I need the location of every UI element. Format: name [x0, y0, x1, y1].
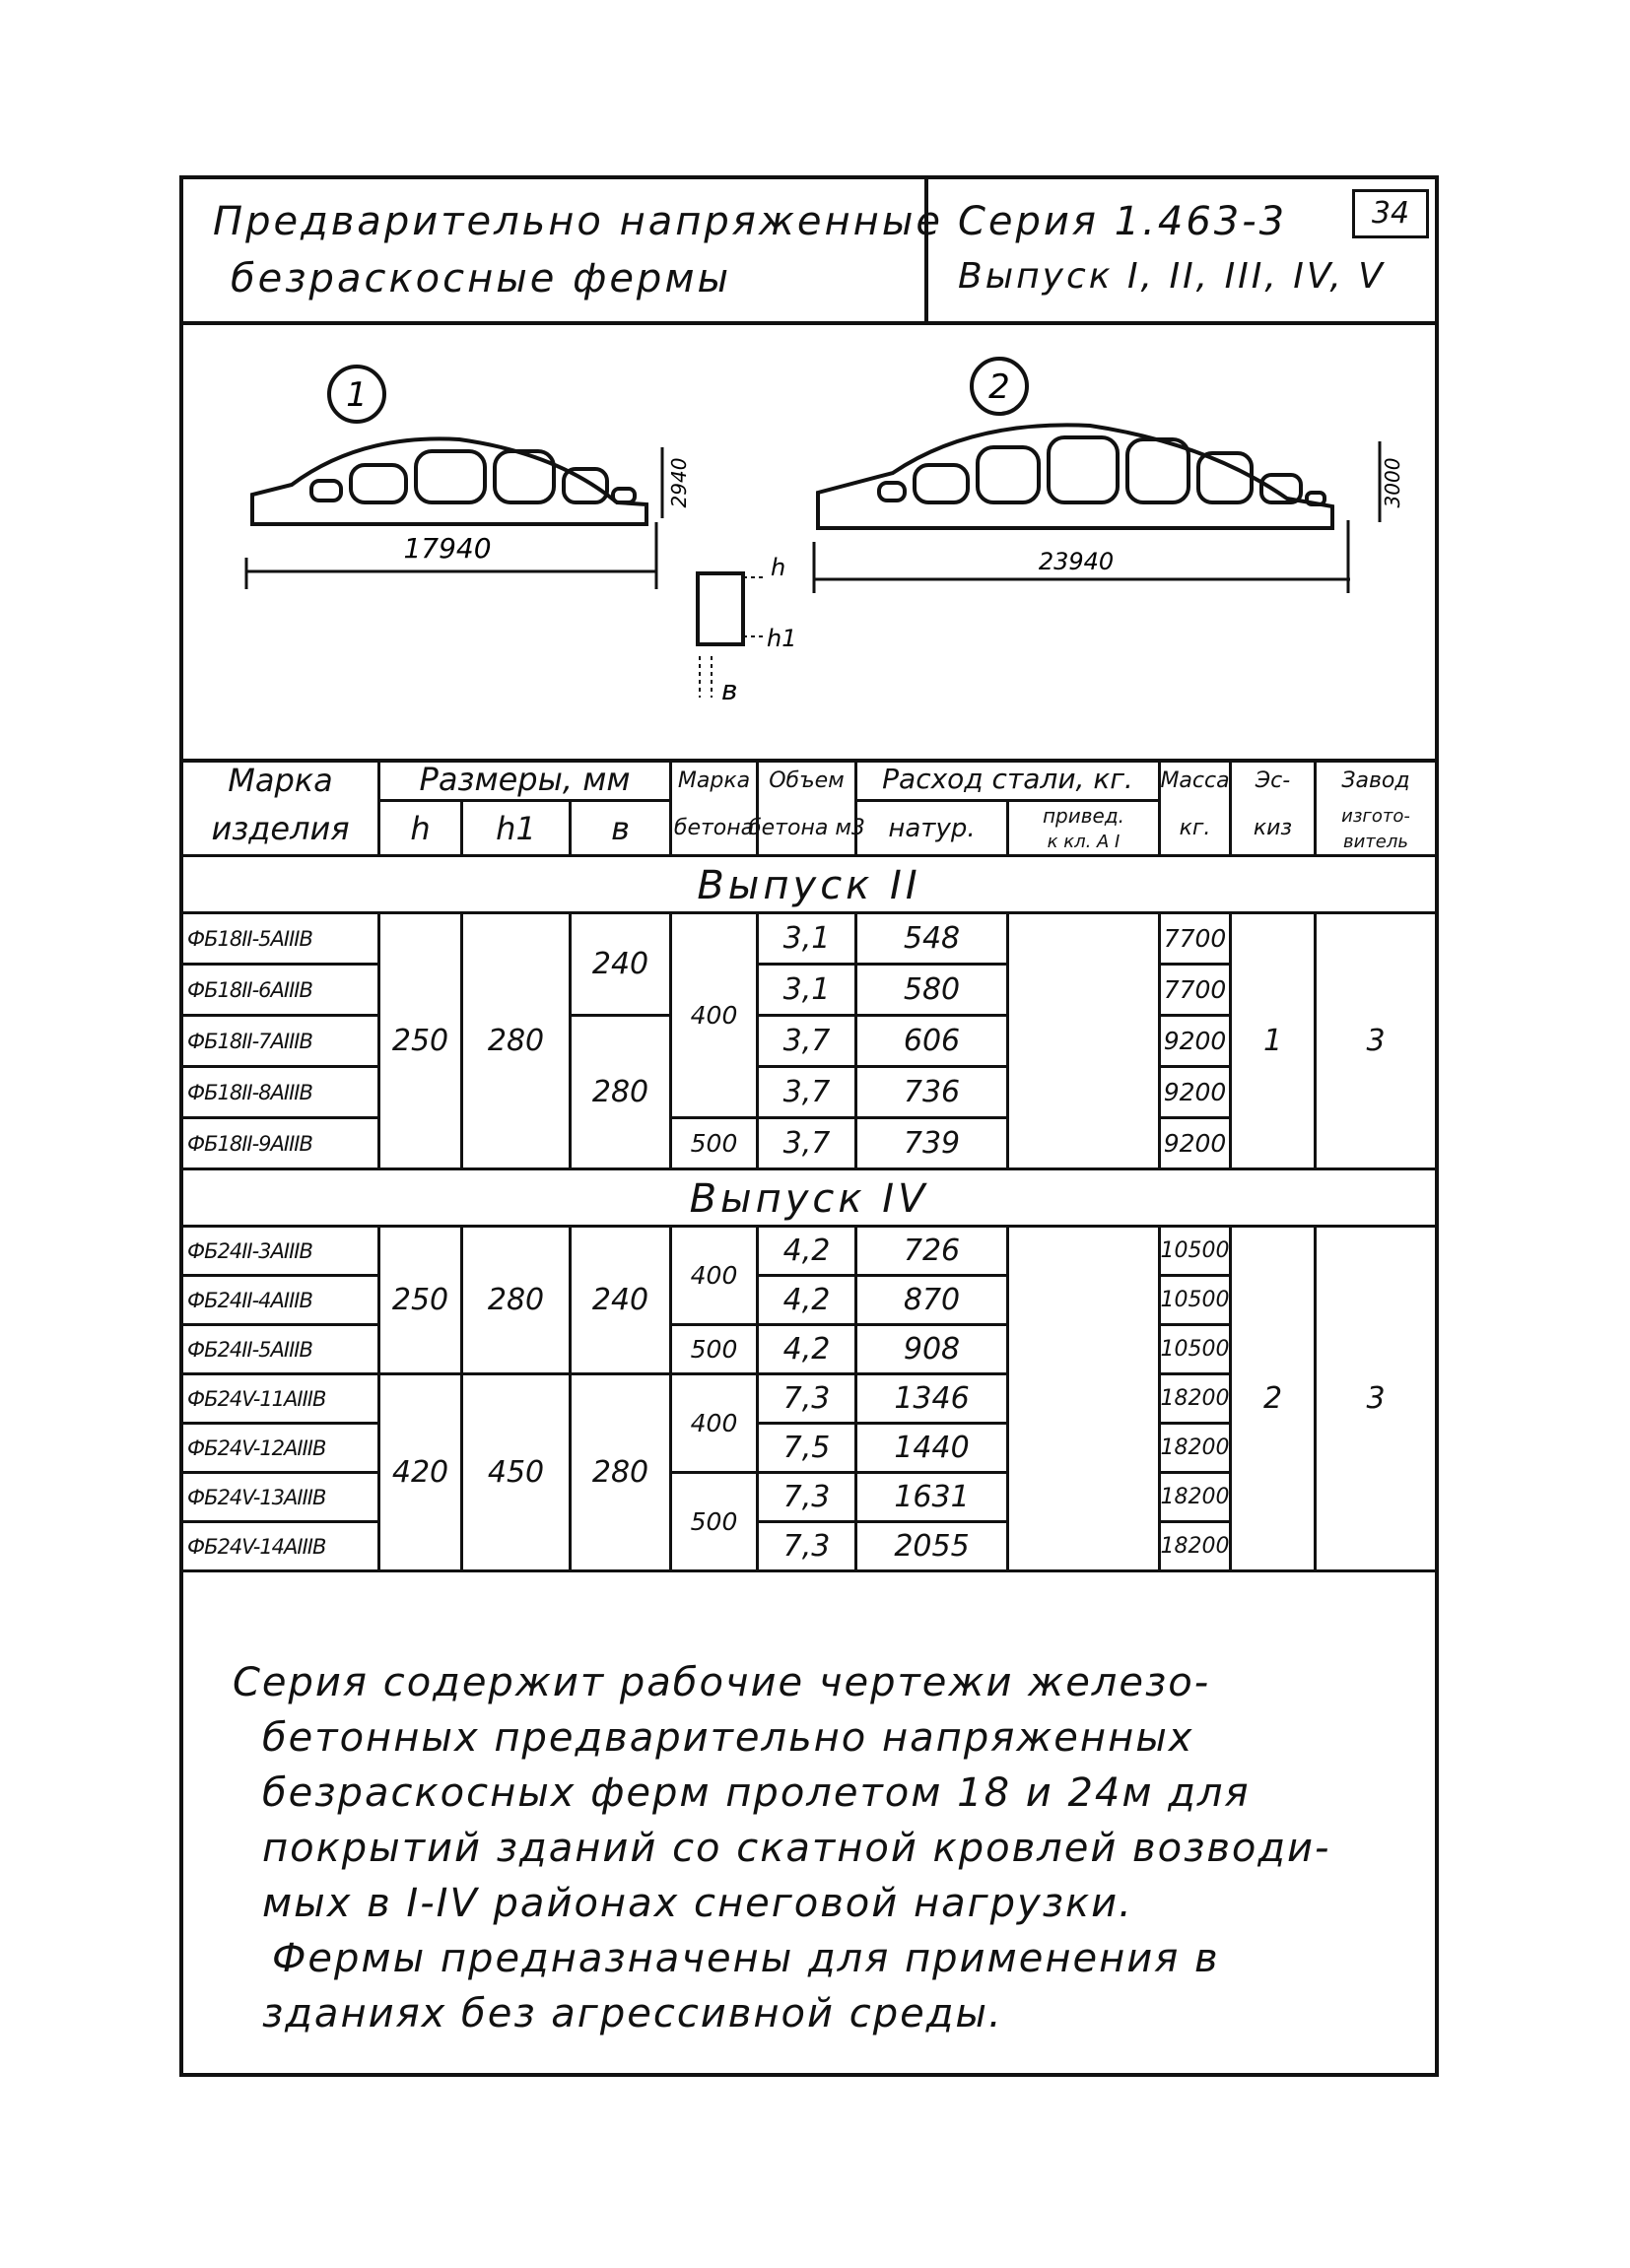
s1-mass-4: 9200	[1161, 1119, 1232, 1170]
section-b: в	[721, 674, 738, 706]
issue-label: Выпуск I, II, III, IV, V	[958, 256, 1386, 297]
s2-b-a: 240	[572, 1228, 672, 1375]
hdr-plant-3: витель	[1317, 830, 1435, 857]
table-row: ФБ18II-8АIIIВ	[183, 1068, 380, 1119]
s2-volume-3: 7,3	[759, 1375, 857, 1425]
s1-h: 250	[380, 914, 463, 1170]
hdr-sizes: Размеры, мм	[380, 759, 672, 802]
s2-concrete-b: 500	[672, 1326, 759, 1375]
truss1-shape	[252, 438, 646, 524]
table-row: ФБ18II-5АIIIВ	[183, 914, 380, 966]
s1-steel-2: 606	[857, 1017, 1009, 1068]
title-line-2: безраскосные фермы	[231, 256, 732, 301]
s1-mass-3: 9200	[1161, 1068, 1232, 1119]
table-row: ФБ24II-4АIIIВ	[183, 1277, 380, 1326]
truss1-label: 1	[346, 375, 368, 415]
s1-steel-4: 739	[857, 1119, 1009, 1170]
s2-mass-3: 18200	[1161, 1375, 1232, 1425]
hdr-b: в	[572, 802, 672, 857]
s2-steel-4: 1440	[857, 1425, 1009, 1474]
note-line: Серия содержит рабочие чертежи железо-	[233, 1660, 1211, 1705]
table-row: ФБ24II-5АIIIВ	[183, 1326, 380, 1375]
truss2-shape	[818, 425, 1332, 528]
table-row: ФБ18II-6АIIIВ	[183, 966, 380, 1017]
s2-steel-3: 1346	[857, 1375, 1009, 1425]
truss-drawings	[183, 325, 1435, 763]
s2-sketch: 2	[1232, 1228, 1317, 1572]
table-row: ФБ24II-3АIIIВ	[183, 1228, 380, 1277]
s2-steel-2: 908	[857, 1326, 1009, 1375]
s1-sketch: 1	[1232, 914, 1317, 1170]
series-label: Серия 1.463-3	[958, 199, 1288, 244]
hdr-steel-red-1: привед.	[1009, 802, 1161, 830]
s2-steel-1: 870	[857, 1277, 1009, 1326]
s2-steel-reduced-empty	[1009, 1228, 1161, 1572]
s2-mass-5: 18200	[1161, 1474, 1232, 1523]
note-line: Фермы предназначены для применения в	[272, 1936, 1220, 1981]
note-line: безраскосных ферм пролетом 18 и 24м для	[262, 1770, 1251, 1816]
drawing-sheet	[179, 175, 1439, 2077]
table-row: ФБ24V-12АIIIВ	[183, 1425, 380, 1474]
section-h1: h1	[767, 625, 797, 652]
section1-title: Выпуск II	[183, 857, 1435, 914]
s2-steel-5: 1631	[857, 1474, 1009, 1523]
s1-volume-1: 3,1	[759, 966, 857, 1017]
table-row: ФБ18II-7АIIIВ	[183, 1017, 380, 1068]
hdr-sketch-2: киз	[1232, 802, 1317, 857]
s2-mass-0: 10500	[1161, 1228, 1232, 1277]
s2-concrete-c: 400	[672, 1375, 759, 1474]
s2-mass-1: 10500	[1161, 1277, 1232, 1326]
s1-mass-0: 7700	[1161, 914, 1232, 966]
s2-volume-5: 7,3	[759, 1474, 857, 1523]
s1-volume-4: 3,7	[759, 1119, 857, 1170]
sheet-number: 34	[1352, 189, 1429, 238]
s1-h1: 280	[463, 914, 572, 1170]
s2-h-a: 250	[380, 1228, 463, 1375]
hdr-volume-2: бетона м3	[759, 802, 857, 857]
hdr-plant-2: изгото-	[1341, 805, 1410, 827]
s2-h1-a: 280	[463, 1228, 572, 1375]
hdr-concrete-2: бетона	[672, 802, 759, 857]
hdr-mark-1: Марка	[183, 759, 380, 802]
hdr-mass-1: Масса	[1161, 759, 1232, 802]
s1-volume-0: 3,1	[759, 914, 857, 966]
s2-mass-4: 18200	[1161, 1425, 1232, 1474]
s1-mass-1: 7700	[1161, 966, 1232, 1017]
s2-volume-1: 4,2	[759, 1277, 857, 1326]
note-line: бетонных предварительно напряженных	[262, 1715, 1194, 1761]
s1-steel-0: 548	[857, 914, 1009, 966]
s2-h1-b: 450	[463, 1375, 572, 1572]
truss1-span: 17940	[403, 532, 492, 565]
s1-b-a: 240	[572, 914, 672, 1017]
s2-volume-0: 4,2	[759, 1228, 857, 1277]
s2-concrete-d: 500	[672, 1474, 759, 1572]
table-row: ФБ24V-11АIIIВ	[183, 1375, 380, 1425]
title-line-1: Предварительно напряженные	[213, 199, 944, 244]
s1-concrete-b: 500	[672, 1119, 759, 1170]
section-profile	[698, 573, 743, 644]
series-description	[233, 1655, 1415, 2041]
truss2-label: 2	[988, 367, 1010, 407]
section-h: h	[771, 554, 786, 581]
s2-volume-6: 7,3	[759, 1523, 857, 1572]
s1-steel-1: 580	[857, 966, 1009, 1017]
title-block	[183, 179, 944, 325]
s2-steel-6: 2055	[857, 1523, 1009, 1572]
truss2-span: 23940	[1038, 548, 1115, 575]
hdr-h: h	[380, 802, 463, 857]
truss2-height: 3000	[1381, 457, 1404, 508]
s2-b-b: 280	[572, 1375, 672, 1572]
truss1-height: 2940	[667, 457, 691, 508]
s2-mass-6: 18200	[1161, 1523, 1232, 1572]
s1-mass-2: 9200	[1161, 1017, 1232, 1068]
section2-title: Выпуск IV	[183, 1170, 1435, 1228]
s2-steel-0: 726	[857, 1228, 1009, 1277]
s1-b-b: 280	[572, 1017, 672, 1170]
s1-steel-reduced-empty	[1009, 914, 1161, 1170]
note-line: мых в I-IV районах снеговой нагрузки.	[262, 1881, 1133, 1926]
truss-sketches	[183, 325, 1435, 759]
hdr-steel-nat: натур.	[857, 802, 1009, 857]
s2-h-b: 420	[380, 1375, 463, 1572]
s1-concrete-a: 400	[672, 914, 759, 1119]
series-block	[928, 179, 1435, 325]
s2-volume-2: 4,2	[759, 1326, 857, 1375]
table-row: ФБ24V-14АIIIВ	[183, 1523, 380, 1572]
s1-volume-2: 3,7	[759, 1017, 857, 1068]
hdr-plant-1: Завод	[1341, 767, 1410, 793]
hdr-steel: Расход стали, кг.	[857, 759, 1161, 802]
hdr-mark-2: изделия	[183, 802, 380, 857]
note-line: зданиях без агрессивной среды.	[262, 1991, 1003, 2036]
table-row: ФБ24V-13АIIIВ	[183, 1474, 380, 1523]
hdr-mass-2: кг.	[1161, 802, 1232, 857]
hdr-sketch-1: Эс-	[1232, 759, 1317, 802]
s1-steel-3: 736	[857, 1068, 1009, 1119]
table-row: ФБ18II-9АIIIВ	[183, 1119, 380, 1170]
s2-volume-4: 7,5	[759, 1425, 857, 1474]
s2-plant: 3	[1317, 1228, 1435, 1572]
s2-mass-2: 10500	[1161, 1326, 1232, 1375]
hdr-concrete-1: Марка	[672, 759, 759, 802]
s1-plant: 3	[1317, 914, 1435, 1170]
s1-volume-3: 3,7	[759, 1068, 857, 1119]
hdr-volume-1: Объем	[759, 759, 857, 802]
hdr-steel-red-2: к кл. А I	[1009, 830, 1161, 857]
s2-concrete-a: 400	[672, 1228, 759, 1326]
hdr-h1: h1	[463, 802, 572, 857]
note-line: покрытий зданий со скатной кровлей возводи-	[262, 1826, 1331, 1871]
